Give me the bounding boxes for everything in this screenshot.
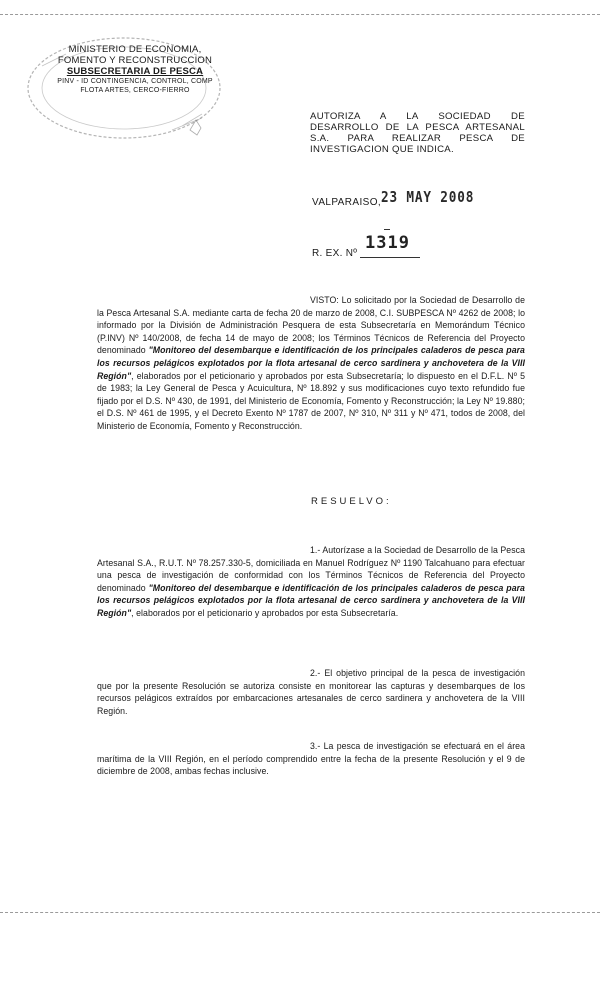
visto-paragraph bbox=[97, 294, 525, 433]
letterhead-unit: FLOTA ARTES, CERCO-FIERRO bbox=[80, 87, 190, 94]
resolution-number-underline bbox=[360, 257, 420, 258]
article-1-project-title: "Monitoreo del desembarque e identificación de los principales caladeros de pesca para los recursos pelágicos explotados por la flota artesanal de cerco sardinera y anchovetera de la VIII Región" bbox=[97, 582, 525, 618]
date-city: VALPARAISO, bbox=[312, 197, 382, 208]
resolution-number: 1319 bbox=[365, 233, 410, 253]
article-3 bbox=[97, 740, 525, 778]
visto-project-title: "Monitoreo del desembarque e identificación de los principales caladeros de pesca para los recursos pelágicos explotados por la flota artesanal de cerco sardinera y anchovetera de la VIII Región" bbox=[97, 345, 525, 381]
visto-label: VISTO: bbox=[310, 295, 339, 305]
resolution-subject bbox=[310, 111, 525, 155]
subject-line-1: AUTORIZA A LA SOCIEDAD DE bbox=[310, 111, 525, 122]
letterhead-ministry-2: FOMENTO Y RECONSTRUCCION bbox=[57, 55, 213, 66]
article-3-text: 3.- La pesca de investigación se efectuará en el área marítima de la VIII Región, en el período comprendido entre la fecha de la presente Resolución y el 9 de diciembre de 2008, ambas fechas inclusive. bbox=[97, 741, 525, 777]
article-1-tail: , elaborados por el peticionario y aprobados por esta Subsecretaría. bbox=[131, 607, 399, 618]
subject-line-2: DESARROLLO DE LA PESCA ARTESANAL bbox=[310, 122, 525, 133]
page-edge-top bbox=[0, 14, 600, 15]
page-edge-bottom bbox=[0, 912, 600, 913]
visto-text-a: Lo solicitado por la Sociedad de Desarrollo de la Pesca Artesanal S.A. mediante carta de fecha 20 de marzo de 2008, C.I. SUBPESCA Nº 4262 de 2008; lo informado por la División de Administración Pesquera de esta Subsecretaría en Memorándum Técnico (P.INV) Nº 140/2008, de fecha 14 de mayo de 2008; los Términos Técnicos de Referencia del Proyecto denominado bbox=[97, 295, 525, 356]
letterhead-ministry: MINISTERIO DE ECONOMIA, bbox=[68, 44, 202, 55]
article-1 bbox=[97, 544, 525, 620]
rex-mark bbox=[384, 229, 390, 230]
article-1-lead: 1.- Autorízase a la Sociedad de Desarrollo de la Pesca Artesanal S.A., R.U.T. Nº 78.257.330-5, domiciliada en Manuel Rodríguez Nº 1190 Talcahuano para efectuar una pesca de investigación de conformidad con los Términos Técnicos de Referencia del Proyecto denominado bbox=[97, 545, 525, 593]
resolution-label: R. EX. Nº bbox=[312, 248, 358, 259]
subject-line-3: S.A. PARA REALIZAR PESCA DE bbox=[310, 133, 525, 144]
letterhead-subsecretaria: SUBSECRETARIA DE PESCA bbox=[66, 66, 204, 77]
resuelvo-heading: RESUELVO: bbox=[311, 496, 392, 507]
date-stamp: 23 MAY 2008 bbox=[381, 188, 475, 206]
subject-line-4: INVESTIGACION QUE INDICA. bbox=[310, 144, 454, 155]
article-2-text: 2.- El objetivo principal de la pesca de investigación que por la presente Resolución se autoriza consiste en monitorear las capturas y desembarques de los recursos pelágicos extraídos por embarcaciones artesanales de cerco sardinera y anchovetera de la VIII Región. bbox=[97, 668, 525, 716]
visto-text-b: , elaborados por el peticionario y aprobados por esta Subsecretaría; lo dispuesto en el D.F.L. Nº 5 de 1983; la Ley General de Pesca y Acuicultura, Nº 18.892 y sus modificaciones cuyo texto refundido fue fijado por el D.S. Nº 430, de 1991, del Ministerio de Economía, Fomento y Reconstrucción; la Ley Nº 19.880; el D.S. Nº 461 de 1995, y el Decreto Exento Nº 1787 de 2007, Nº 310, Nº 311 y Nº 471, todos de 2008, del Ministerio de Economía, Fomento y Reconstrucción. bbox=[97, 370, 525, 431]
article-2 bbox=[97, 667, 525, 717]
letterhead bbox=[50, 44, 220, 95]
letterhead-department: PINV - ID CONTINGENCIA, CONTROL, COMP bbox=[57, 78, 213, 85]
